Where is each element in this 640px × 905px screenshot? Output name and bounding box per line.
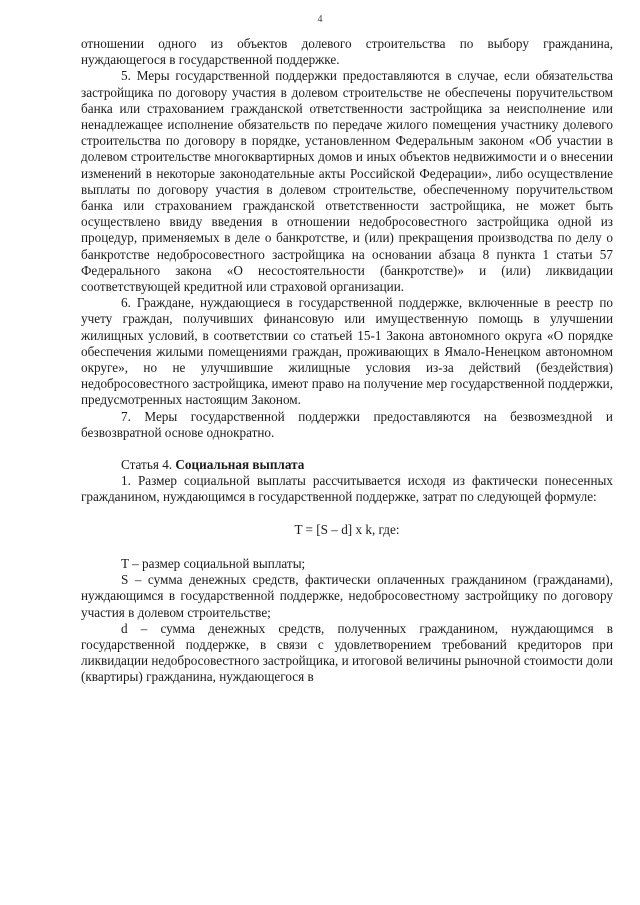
- article-prefix: Статья 4.: [121, 457, 176, 473]
- paragraph-5: 5. Меры государственной поддержки предоставляются в случае, если обязательства застройщика по договору участия в долевом строительстве не обеспечены поручительством банка или страхованием гражданской ответственности застройщика за неисполнение или ненадлежащее исполнение обязательств по передаче жилого помещения участнику долевого строительства по договору в порядке, установленном Федеральным законом «Об участии в долевом строительстве многоквартирных домов и иных объектов недвижимости и о внесении изменений в некоторые законодательные акты Российской Федерации», либо осуществление выплаты по договору участия в долевом строительстве, обеспеченному поручительством банка или страхованием гражданской ответственности застройщика, не может быть осуществлено ввиду введения в отношении недобросовестного застройщика одной из процедур, применяемых в деле о банкротстве, и (или) прекращения производства по делу о банкротстве недобросовестного застройщика на основании абзаца 8 пункта 1 статьи 57 Федерального закона «О несостоятельности (банкротстве)» и (или) ликвидации соответствующей кредитной или страховой организации.: [81, 68, 613, 295]
- paragraph-continuation: отношении одного из объектов долевого строительства по выбору гражданина, нуждающегося в государственной поддержке.: [81, 36, 613, 68]
- definition-s: S – сумма денежных средств, фактически оплаченных гражданином (гражданами), нуждающимся в государственной поддержке, недобросовестному застройщику по договору участия в долевом строительстве;: [81, 572, 613, 620]
- definition-t: T – размер социальной выплаты;: [121, 555, 306, 571]
- definition-d: d – сумма денежных средств, полученных гражданином, нуждающимся в государственной поддержке, в связи с удовлетворением требований кредиторов при ликвидации недобросовестного застройщика, и итоговой величины рыночной стоимости доли (квартиры) гражданина, нуждающегося в: [81, 620, 613, 685]
- article-paragraph-1: 1. Размер социальной выплаты рассчитывается исходя из фактически понесенных гражданином, нуждающимся в государственной поддержке, затрат по следующей формуле:: [81, 473, 613, 505]
- article-heading: [81, 457, 613, 473]
- document-body: [81, 36, 613, 686]
- page-number: 4: [317, 14, 323, 25]
- formula: T = [S – d] x k, где:: [294, 521, 400, 537]
- paragraph-6: 6. Граждане, нуждающиеся в государственной поддержке, включенные в реестр по учету граждан, получивших финансовую или имущественную помощь в улучшении жилищных условий, в соответствии со статьей 15-1 Закона автономного округа «О порядке обеспечения жилыми помещениями граждан, проживающих в Ямало-Ненецком автономном округе», но не улучшившие жилищные условия из-за действий (бездействия) недобросовестного застройщика, имеют право на получение мер государственной поддержки, предусмотренных настоящим Законом.: [81, 295, 613, 408]
- article-title: Социальная выплата: [175, 457, 305, 473]
- paragraph-7: 7. Меры государственной поддержки предоставляются на безвозмездной и безвозвратной основе однократно.: [81, 408, 613, 440]
